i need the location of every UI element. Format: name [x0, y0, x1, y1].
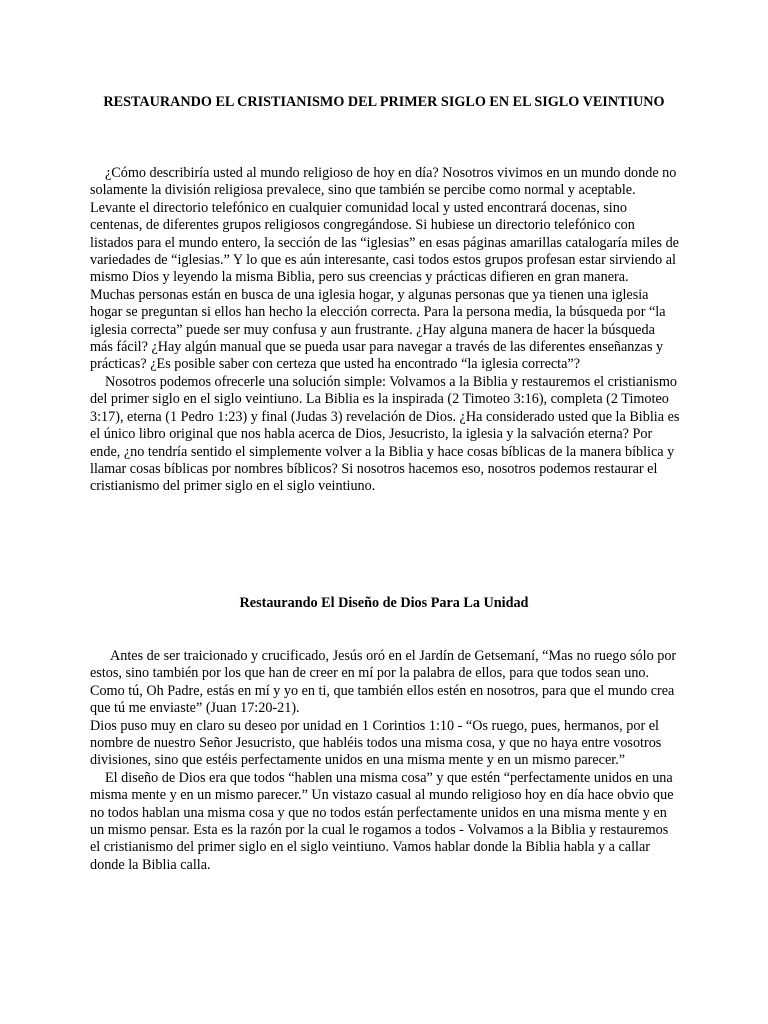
section-heading: Restaurando El Diseño de Dios Para La Unidad — [239, 595, 529, 611]
paragraph: El diseño de Dios era que todos “hablen una misma cosa” y que estén “perfectamente unidos en una misma mente y en un mismo parecer.” Un vistazo casual al mundo religioso hoy en día hace obvio que no todos hablan una misma cosa y que no todos están perfectamente unidos en una misma mente y en un mismo pensar. Esta es la razón por la cual le rogamos a todos - Volvamos a la Biblia y restauremos el cristianismo del primer siglo en el siglo veintiuno. Vamos hablar donde la Biblia habla y a callar donde la Biblia calla. — [90, 769, 674, 873]
paragraph: Antes de ser traicionado y crucificado, Jesús oró en el Jardín de Getsemaní, “Mas no ruego sólo por estos, sino también por los que han de creer en mí por la palabra de ellos, para que todos sean uno. Como tú, Oh Padre, estás en mí y yo en ti, que también ellos estén en nosotros, para que el mundo crea que tú me enviaste” (Juan 17:20-21). — [90, 648, 677, 717]
paragraph: Dios puso muy en claro su deseo por unidad en 1 Corintios 1:10 - “Os ruego, pues, hermanos, por el nombre de nuestro Señor Jesucristo, que habléis todos una misma cosa, y que no haya entre vosotros divisiones, sino que estéis perfectamente unidos en una misma mente y en un mismo parecer.” — [90, 717, 662, 769]
paragraph: ¿Cómo describiría usted al mundo religioso de hoy en día? Nosotros vivimos en un mundo donde no solamente la división religiosa prevalece, sino que también se percibe como normal y aceptable. Levante el directorio telefónico en cualquier comunidad local y usted encontrará docenas, sino centenas, de diferentes grupos religiosos congregándose. Si hubiese un directorio telefónico con listados para el mundo entero, la sección de las “iglesias” en esas páginas amarillas catalogaría miles de variedades de “iglesias.” Y lo que es aún interesante, casi todos estos grupos profesan estar sirviendo al mismo Dios y leyendo la misma Biblia, pero sus creencias y prácticas difieren en gran manera. — [90, 165, 679, 286]
paragraph: Muchas personas están en busca de una iglesia hogar, y algunas personas que ya tienen una iglesia hogar se preguntan si ellos han hecho la elección correcta. Para la persona media, la búsqueda por “la iglesia correcta” puede ser muy confusa y aun frustrante. ¿Hay alguna manera de hacer la búsqueda más fácil? ¿Hay algún manual que se pueda usar para navegar a través de las diferentes enseñanzas y prácticas? ¿Es posible saber con certeza que usted ha encontrado “la iglesia correcta”? — [90, 286, 666, 373]
document-title: RESTAURANDO EL CRISTIANISMO DEL PRIMER SIGLO EN EL SIGLO VEINTIUNO — [103, 94, 665, 110]
section-2-body — [90, 648, 680, 874]
paragraph: Nosotros podemos ofrecerle una solución simple: Volvamos a la Biblia y restauremos el cristianismo del primer siglo en el siglo veintiuno. La Biblia es la inspirada (2 Timoteo 3:16), completa (2 Timoteo 3:17), eterna (1 Pedro 1:23) y final (Judas 3) revelación de Dios. ¿Ha considerado usted que la Biblia es el único libro original que nos habla acerca de Dios, Jesucristo, la iglesia y la salvación eterna? Por ende, ¿no tendría sentido el simplemente volver a la Biblia y hace cosas bíblicas de la manera bíblica y llamar cosas bíblicas por nombres bíblicos? Si nosotros hacemos eso, nosotros podemos restaurar el cristianismo del primer siglo en el siglo veintiuno. — [90, 373, 680, 495]
section-1-body — [90, 165, 680, 496]
